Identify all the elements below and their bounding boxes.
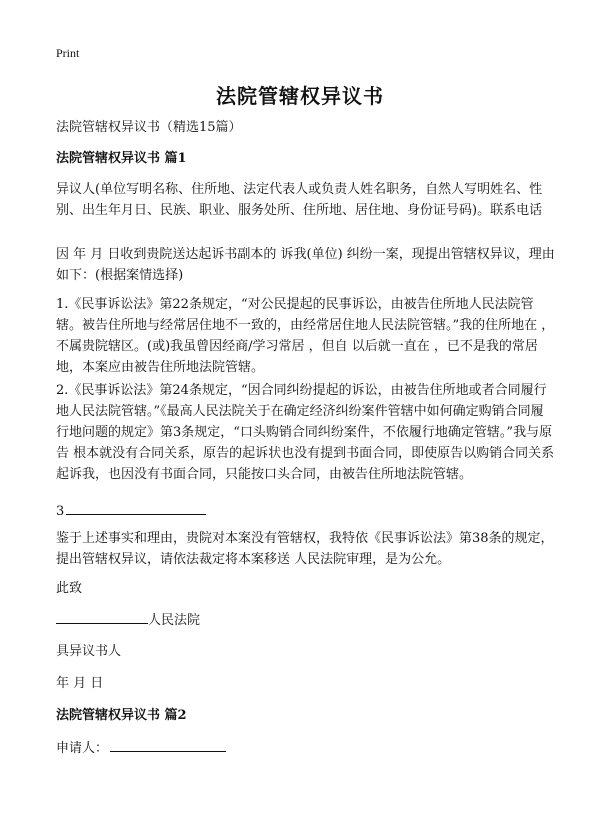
applicant-line [56,737,556,759]
section-heading-2: 法院管辖权异议书 篇2 [56,708,187,723]
applicant-label: 申请人： [56,741,109,756]
court-line [56,609,556,631]
court-blank-line [56,609,148,624]
section-heading-1: 法院管辖权异议书 篇1 [56,151,187,166]
applicant-blank-line [110,737,226,752]
document-subtitle: 法院管辖权异议书（精选15篇） [56,120,242,135]
reason-3-line [56,500,556,522]
reason-2-paragraph: 2.《民事诉讼法》第24条规定，“因合同纠纷提起的诉讼，由被告住所地或者合同履行地人民法院管辖。”《最高人民法院关于在确定经济纠纷案件管辖中如何确定购销合同履行地问题的规定》第3条规定，“口头购销合同纠纷案件，不依履行地确定管辖。”我与原告 根本就没有合同关系，原告的起诉状也没有提到书面合同，即使原告以购销合同关系起诉我，也因没有书面合同，只能按口头合同，由被告住所地法院管辖。 [56,383,555,482]
date-line: 年 月 日 [56,676,104,691]
conclusion-paragraph: 鉴于上述事实和理由，贵院对本案没有管辖权，我特依《民事诉讼法》第38条的规定，提出管辖权异议，请依法裁定将本案移送 人民法院审理，是为公允。 [56,531,554,567]
page-title: 法院管辖权异议书 [216,84,384,108]
reason-1-paragraph: 1.《民事诉讼法》第22条规定，“对公民提起的民事诉讼，由被告住所地人民法院管辖。被告住所地与经常居住地不一致的，由经常居住地人民法院管辖。”我的住所地在 ，不属贵院辖区。(或)我虽曾因经商/学习常居 ，但自 以后就一直在 ，已不是我的常居地，本案应由被告住所地法院管辖。 [56,297,555,375]
salutation: 此致 [56,581,83,596]
intro-paragraph: 因 年 月 日收到贵院送达起诉书副本的 诉我(单位) 纠纷一案，现提出管辖权异议，理由如下：(根据案情选择) [56,247,555,283]
print-link[interactable]: Print [56,46,80,60]
reason-3-number: 3 [56,504,65,519]
court-suffix: 人民法院 [148,613,201,628]
signer-line: 具异议书人 [56,644,122,659]
objector-paragraph: 异议人(单位写明名称、住所地、法定代表人或负责人姓名职务，自然人写明姓名、性别、出生年月日、民族、职业、服务处所、住所地、居住地、身份证号码)。联系电话 [56,182,543,218]
reason-3-blank-line [66,500,206,515]
